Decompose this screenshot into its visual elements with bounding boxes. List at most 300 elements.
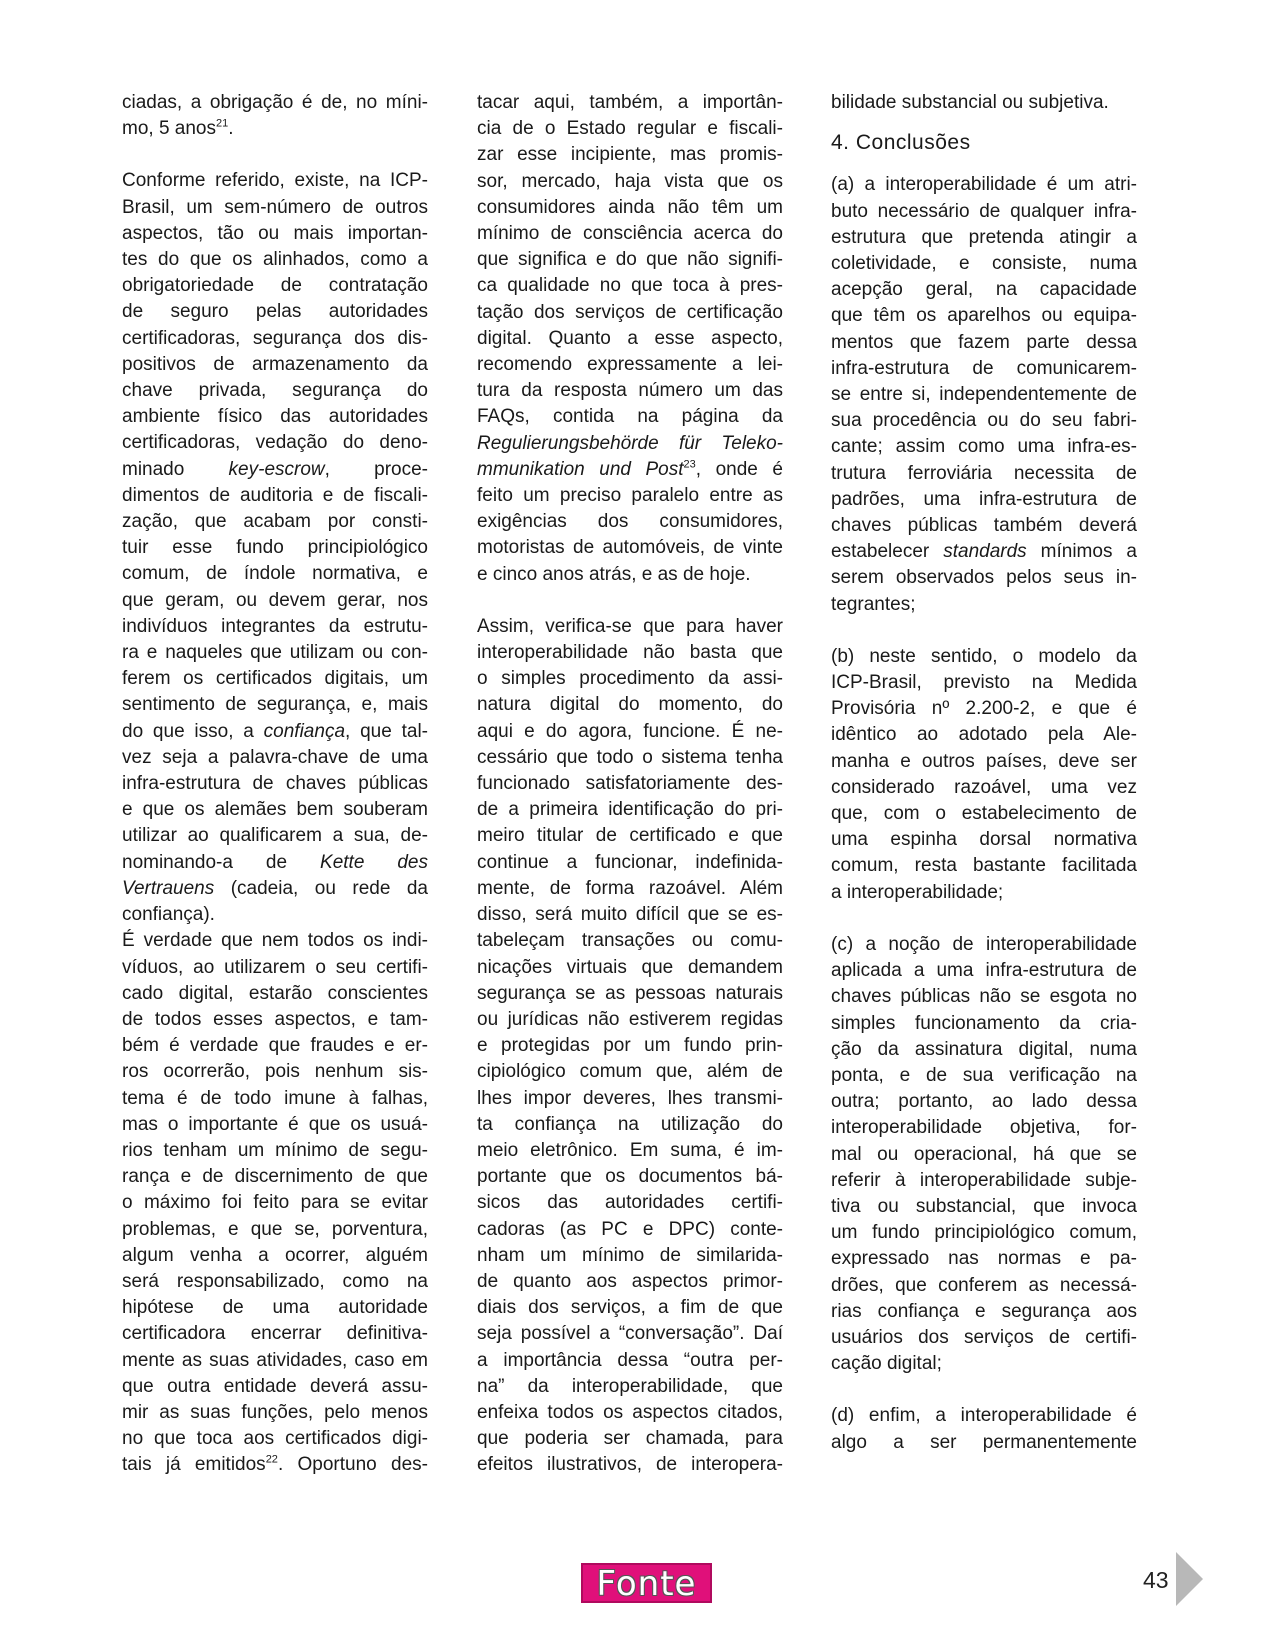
text-fragment: cessário que todo o sistema tenha: [477, 746, 783, 768]
text-fragment: sentimento de segurança, e, mais: [122, 694, 428, 716]
text-line: [831, 1089, 1137, 1115]
text-line: [122, 745, 428, 771]
text-line: [477, 1138, 783, 1164]
text-fragment: consumidores ainda não têm um: [477, 196, 783, 218]
text-line: [122, 1007, 428, 1033]
text-line: [122, 1348, 428, 1374]
text-fragment: (cadeia, ou rede da: [214, 877, 428, 899]
text-line: [477, 142, 783, 168]
text-fragment: FAQs, contida na página da: [477, 406, 783, 428]
paragraph: [831, 1403, 1137, 1455]
text-line: [831, 880, 1137, 906]
text-fragment: cia de o Estado regular e fiscali-: [477, 118, 783, 140]
text-fragment: obrigatoriedade de contratação: [122, 275, 428, 297]
text-line: [477, 1269, 783, 1295]
text-line: [122, 195, 428, 221]
text-line: [477, 719, 783, 745]
column-3: [831, 90, 1137, 1456]
page-number: 43: [1143, 1567, 1169, 1593]
text-line: [831, 1273, 1137, 1299]
text-fragment: continue a funcionar, indefinida-: [477, 851, 783, 873]
text-fragment: usuários dos serviços de certifi-: [831, 1326, 1137, 1348]
text-line: [122, 561, 428, 587]
text-fragment: disso, será muito difícil que se es-: [477, 904, 783, 926]
text-line: [122, 719, 428, 745]
text-line: [122, 457, 428, 483]
text-line: [831, 461, 1137, 487]
text-line: [122, 116, 428, 142]
text-line: [831, 1246, 1137, 1272]
text-fragment: .: [228, 118, 234, 140]
text-fragment: cipiológico comum que, além de: [477, 1061, 783, 1083]
text-fragment: cadoras (as PC e DPC) conte-: [477, 1218, 783, 1240]
text-line: [477, 981, 783, 1007]
text-line: [831, 644, 1137, 670]
text-line: [477, 247, 783, 273]
text-fragment: infra-estrutura de chaves públicas: [122, 773, 428, 795]
text-line: [831, 303, 1137, 329]
text-line: [831, 1037, 1137, 1063]
text-fragment: feito um preciso paralelo entre as: [477, 485, 783, 507]
text-fragment: portante que os documentos bá-: [477, 1166, 783, 1188]
text-fragment: mas o importante é que os usuá-: [122, 1113, 428, 1135]
text-fragment: Brasil, um sem-número de outros: [122, 196, 428, 218]
text-fragment: mente as suas atividades, caso em: [122, 1349, 428, 1371]
text-line: [477, 169, 783, 195]
paragraph: [122, 928, 428, 1478]
text-line: [122, 1321, 428, 1347]
text-fragment: zação, que acabam por consti-: [122, 511, 428, 533]
text-line: [477, 431, 783, 457]
text-line: [477, 562, 783, 588]
text-fragment: sor, mercado, haja vista que os: [477, 170, 783, 192]
text-fragment: certificadora encerrar definitiva-: [122, 1323, 428, 1345]
text-fragment: problemas, e que se, porventura,: [122, 1218, 428, 1240]
paragraph: [831, 644, 1137, 906]
text-fragment: aqui e do agora, funcione. É ne-: [477, 720, 783, 742]
text-line: [477, 1033, 783, 1059]
italic-text: standards: [943, 541, 1027, 563]
text-line: [477, 745, 783, 771]
paragraph: [122, 168, 428, 928]
text-line: [477, 1400, 783, 1426]
text-line: [831, 722, 1137, 748]
text-line: [477, 771, 783, 797]
column-1: [122, 90, 428, 1479]
text-fragment: minado: [122, 458, 229, 480]
text-line: [122, 640, 428, 666]
text-line: [831, 487, 1137, 513]
text-fragment: Conforme referido, existe, na ICP-: [122, 170, 428, 192]
text-fragment: diais dos serviços, a fim de que: [477, 1297, 783, 1319]
text-fragment: (c) a noção de interoperabilidade: [831, 933, 1137, 955]
text-fragment: digital. Quanto a esse aspecto,: [477, 327, 783, 349]
text-line: [122, 1243, 428, 1269]
text-line: [477, 221, 783, 247]
text-fragment: ros ocorrerão, pois nenhum sis-: [122, 1061, 428, 1083]
text-line: [477, 928, 783, 954]
text-fragment: que outra entidade deverá assu-: [122, 1375, 428, 1397]
text-fragment: (b) neste sentido, o modelo da: [831, 645, 1137, 667]
text-fragment: tema é de todo imune à falhas,: [122, 1087, 428, 1109]
text-fragment: expressado nas normas e pa-: [831, 1248, 1137, 1270]
text-fragment: tação dos serviços de certificação: [477, 301, 783, 323]
text-line: [122, 1400, 428, 1426]
text-line: [831, 382, 1137, 408]
text-line: [831, 853, 1137, 879]
text-line: [477, 640, 783, 666]
text-fragment: que têm os aparelhos ou equipa-: [831, 305, 1137, 327]
text-line: [831, 1142, 1137, 1168]
footnote-ref: 23: [683, 458, 696, 471]
text-line: [477, 1295, 783, 1321]
text-line: [831, 670, 1137, 696]
text-fragment: ambiente físico das autoridades: [122, 406, 428, 428]
text-fragment: na” da interoperabilidade, que: [477, 1375, 783, 1397]
text-fragment: de quanto aos aspectos primor-: [477, 1270, 783, 1292]
text-fragment: meio eletrônico. Em suma, é im-: [477, 1139, 783, 1161]
text-line: ciadas, a obrigação é de, no míni-: [122, 92, 428, 113]
text-fragment: lhes impor deveres, lhes transmi-: [477, 1087, 783, 1109]
text-line: [122, 404, 428, 430]
text-fragment: ção da assinatura digital, numa: [831, 1038, 1137, 1060]
text-line: [831, 749, 1137, 775]
text-fragment: que, com o estabelecimento de: [831, 803, 1137, 825]
text-line: [122, 850, 428, 876]
text-line: [831, 225, 1137, 251]
text-fragment: confiança).: [122, 904, 215, 926]
text-fragment: seja possível a “conversação”. Daí: [477, 1323, 783, 1345]
text-line: [477, 902, 783, 928]
text-line: [477, 1086, 783, 1112]
text-fragment: mentos que fazem parte dessa: [831, 331, 1137, 353]
text-line: [122, 1217, 428, 1243]
text-line: [477, 1348, 783, 1374]
text-line: [477, 1007, 783, 1033]
text-fragment: que poderia ser chamada, para: [477, 1428, 783, 1450]
text-fragment: um fundo principiológico comum,: [831, 1222, 1137, 1244]
italic-text: Kette des: [320, 851, 428, 873]
text-line: [122, 352, 428, 378]
text-line: [831, 1220, 1137, 1246]
text-fragment: tais já emitidos: [122, 1454, 266, 1476]
text-fragment: o máximo foi feito para se evitar: [122, 1192, 428, 1214]
text-line: [831, 1351, 1137, 1377]
text-line: [831, 330, 1137, 356]
text-fragment: coletividade, e consiste, numa: [831, 253, 1137, 275]
text-fragment: Provisória nº 2.200-2, e que é: [831, 698, 1137, 720]
text-line: [831, 539, 1137, 565]
text-line: [122, 1033, 428, 1059]
paragraph: [831, 932, 1137, 1377]
text-fragment: chaves públicas não se esgota no: [831, 986, 1137, 1008]
text-line: [831, 565, 1137, 591]
text-line: [122, 378, 428, 404]
text-line: [477, 326, 783, 352]
text-line: [122, 666, 428, 692]
text-line: [831, 1011, 1137, 1037]
text-fragment: ca qualidade no que toca à pres-: [477, 275, 783, 297]
text-line: [831, 1325, 1137, 1351]
text-fragment: mo, 5 anos: [122, 118, 216, 140]
text-fragment: nham um mínimo de similarida-: [477, 1244, 783, 1266]
text-line: [477, 90, 783, 116]
text-fragment: a interoperabilidade;: [831, 881, 1004, 903]
text-line: [122, 928, 428, 954]
text-fragment: meiro titular de certificado e que: [477, 825, 783, 847]
text-fragment: aplicada a uma infra-estrutura de: [831, 960, 1137, 982]
text-line: [477, 1112, 783, 1138]
text-fragment: cado digital, estarão conscientes: [122, 982, 428, 1004]
text-line: [122, 509, 428, 535]
text-line: [122, 614, 428, 640]
text-line: [831, 356, 1137, 382]
text-fragment: aspectos, tão ou mais importan-: [122, 222, 428, 244]
text-fragment: ou jurídicas não estiverem regidas: [477, 1008, 783, 1030]
text-fragment: ferem os certificados digitais, um: [122, 668, 428, 690]
text-fragment: chave privada, segurança do: [122, 380, 428, 402]
text-fragment: utilizar ao qualificarem a sua, de-: [122, 825, 428, 847]
text-line: [122, 1295, 428, 1321]
text-line: [477, 1059, 783, 1085]
text-line: [122, 273, 428, 299]
text-fragment: que significa e do que não signifi-: [477, 249, 783, 271]
italic-text: confiança: [263, 720, 346, 742]
text-line: [477, 1374, 783, 1400]
text-fragment: tabeleçam transações ou comu-: [477, 930, 783, 952]
text-fragment: dimentos de auditoria e de fiscali-: [122, 484, 428, 506]
text-line: [477, 1426, 783, 1452]
text-line: [831, 199, 1137, 225]
text-fragment: interoperabilidade objetiva, for-: [831, 1117, 1137, 1139]
text-fragment: mínimos a: [1026, 541, 1137, 563]
text-line: [122, 535, 428, 561]
text-line: [477, 483, 783, 509]
text-line: [122, 299, 428, 325]
text-fragment: no que toca aos certificados digi-: [122, 1428, 428, 1450]
text-line: [477, 352, 783, 378]
text-fragment: e que os alemães bem souberam: [122, 799, 428, 821]
fonte-logo: Fonte: [581, 1563, 712, 1603]
text-fragment: padrões, uma infra-estrutura de: [831, 488, 1137, 510]
text-fragment: infra-estrutura de comunicarem-: [831, 357, 1137, 379]
text-fragment: víduos, ao utilizarem o seu certifi-: [122, 956, 428, 978]
text-fragment: de a primeira identificação do pri-: [477, 799, 783, 821]
text-line: [122, 247, 428, 273]
text-line: [831, 984, 1137, 1010]
text-fragment: referir à interoperabilidade subje-: [831, 1169, 1137, 1191]
text-fragment: chaves públicas também deverá: [831, 515, 1137, 537]
text-line: [122, 1269, 428, 1295]
paragraph: [477, 90, 783, 588]
text-line: [831, 827, 1137, 853]
text-line: [831, 1430, 1137, 1456]
text-line: [831, 1115, 1137, 1141]
page-arrow-icon: [1176, 1552, 1203, 1606]
footnote-ref: 22: [265, 1454, 278, 1467]
text-line: [831, 172, 1137, 198]
text-fragment: cante; assim como uma infra-es-: [831, 436, 1137, 458]
text-fragment: vez seja a palavra-chave de uma: [122, 746, 428, 768]
text-fragment: . Oportuno des-: [277, 1454, 428, 1476]
text-fragment: buto necessário de qualquer infra-: [831, 200, 1137, 222]
text-line: [831, 408, 1137, 434]
text-line: [831, 1299, 1137, 1325]
text-line: [477, 876, 783, 902]
italic-text: Vertrauens: [122, 877, 215, 899]
text-fragment: do que isso, a: [122, 720, 264, 742]
text-fragment: se entre si, independentemente de: [831, 384, 1137, 406]
text-fragment: estabelecer: [831, 541, 944, 563]
text-line: [831, 775, 1137, 801]
text-line: [477, 300, 783, 326]
text-fragment: acepção geral, na capacidade: [831, 279, 1137, 301]
text-fragment: uma espinha dorsal normativa: [831, 829, 1137, 851]
italic-text: Regulierungsbehörde für Teleko-: [477, 432, 783, 454]
text-fragment: recomendo expressamente a lei-: [477, 354, 783, 376]
text-line: [122, 955, 428, 981]
text-line: [122, 797, 428, 823]
text-line: [477, 850, 783, 876]
text-fragment: tiva ou substancial, que invoca: [831, 1195, 1137, 1217]
text-fragment: segurança se as pessoas naturais: [477, 982, 783, 1004]
text-fragment: tes do que os alinhados, como a: [122, 249, 428, 271]
text-fragment: positivos de armazenamento da: [122, 353, 428, 375]
text-line: [477, 823, 783, 849]
text-fragment: comum, resta bastante facilitada: [831, 855, 1137, 877]
text-fragment: hipótese de uma autoridade: [122, 1297, 428, 1319]
text-fragment: estrutura que pretenda atingir a: [831, 226, 1137, 248]
text-fragment: mal ou operacional, há que se: [831, 1143, 1137, 1165]
text-line: [122, 1112, 428, 1138]
text-line: [477, 195, 783, 221]
text-line: [122, 902, 428, 928]
text-fragment: tuir esse fundo principiológico: [122, 537, 428, 559]
text-fragment: trutura ferroviária necessita de: [831, 462, 1137, 484]
text-fragment: enfeixa todos os aspectos citados,: [477, 1401, 783, 1423]
text-line: [831, 1403, 1137, 1429]
text-fragment: será responsabilizado, como na: [122, 1270, 428, 1292]
text-fragment: zar esse incipiente, mas promis-: [477, 144, 783, 166]
text-line: [831, 277, 1137, 303]
text-line: [122, 1086, 428, 1112]
text-fragment: e cinco anos atrás, e as de hoje.: [477, 563, 751, 585]
text-fragment: outra; portanto, ao lado dessa: [831, 1091, 1137, 1113]
text-line: [477, 1164, 783, 1190]
text-line: [831, 1168, 1137, 1194]
text-fragment: ICP-Brasil, previsto na Medida: [831, 672, 1137, 694]
text-line: [122, 1138, 428, 1164]
text-fragment: Assim, verifica-se que para haver: [477, 615, 783, 637]
text-line: [477, 509, 783, 535]
text-line: [477, 404, 783, 430]
text-line: [831, 932, 1137, 958]
text-fragment: funcionado satisfatoriamente des-: [477, 773, 783, 795]
text-fragment: ponta, e de sua verificação na: [831, 1064, 1137, 1086]
text-fragment: mente, de forma razoável. Além: [477, 877, 783, 899]
text-line: [122, 326, 428, 352]
text-line: [477, 1321, 783, 1347]
text-line: [122, 1190, 428, 1216]
text-fragment: rios tenham um mínimo de segu-: [122, 1139, 428, 1161]
paragraph: [477, 614, 783, 1479]
italic-text: key-escrow: [228, 458, 325, 480]
text-line: [122, 1374, 428, 1400]
text-line: [831, 1194, 1137, 1220]
text-fragment: exigências dos consumidores,: [477, 511, 783, 533]
text-line: [831, 513, 1137, 539]
text-line: [477, 1190, 783, 1216]
text-fragment: idêntico ao adotado pela Ale-: [831, 724, 1137, 746]
text-fragment: bém é verdade que fraudes e er-: [122, 1035, 428, 1057]
text-line: [122, 823, 428, 849]
text-line: [477, 797, 783, 823]
text-fragment: (a) a interoperabilidade é um atri-: [831, 174, 1137, 196]
text-fragment: de seguro pelas autoridades: [122, 301, 428, 323]
text-line: [122, 483, 428, 509]
text-line: [122, 430, 428, 456]
paragraph: [831, 172, 1137, 617]
text-line: [831, 696, 1137, 722]
text-fragment: ra e naqueles que utilizam ou con-: [122, 642, 428, 664]
text-fragment: e protegidas por um fundo prin-: [477, 1035, 783, 1057]
text-fragment: É verdade que nem todos os indi-: [122, 930, 428, 952]
text-fragment: algo a ser permanentemente: [831, 1431, 1137, 1453]
text-fragment: sicos das autoridades certifi-: [477, 1192, 783, 1214]
text-fragment: mir as suas funções, pelo menos: [122, 1401, 428, 1423]
text-line: [831, 801, 1137, 827]
text-line: [477, 378, 783, 404]
text-line: [477, 1243, 783, 1269]
italic-text: mmunikation und Post: [477, 458, 684, 480]
text-fragment: certificadoras, segurança dos dis-: [122, 327, 428, 349]
text-line: [477, 1217, 783, 1243]
text-line: [477, 666, 783, 692]
text-fragment: serem observados pelos seus in-: [831, 567, 1137, 589]
text-fragment: (d) enfim, a interoperabilidade é: [831, 1405, 1137, 1427]
text-fragment: que geram, ou devem gerar, nos: [122, 589, 428, 611]
text-fragment: , que tal-: [345, 720, 428, 742]
text-fragment: sua procedência ou do seu fabri-: [831, 410, 1137, 432]
text-line: [122, 1059, 428, 1085]
text-fragment: simples funcionamento da cria-: [831, 1012, 1137, 1034]
text-fragment: de todos esses aspectos, e tam-: [122, 1008, 428, 1030]
text-fragment: efeitos ilustrativos, de interopera-: [477, 1454, 783, 1476]
text-line: [831, 1063, 1137, 1089]
text-fragment: comum, de índole normativa, e: [122, 563, 428, 585]
text-fragment: manha e outros países, deve ser: [831, 750, 1137, 772]
text-fragment: a importância dessa “outra per-: [477, 1349, 783, 1371]
text-line: [831, 251, 1137, 277]
text-fragment: cação digital;: [831, 1353, 942, 1375]
column-2: [477, 90, 783, 1479]
section-heading: 4. Conclusões: [831, 131, 971, 155]
text-fragment: motoristas de automóveis, de vinte: [477, 537, 783, 559]
text-line: [122, 876, 428, 902]
text-line: [831, 958, 1137, 984]
text-line: [477, 116, 783, 142]
text-line: [477, 457, 783, 483]
text-line: [122, 588, 428, 614]
text-line: [831, 592, 1137, 618]
text-line: bilidade substancial ou subjetiva.: [831, 92, 1109, 113]
text-fragment: considerado razoável, uma vez: [831, 776, 1137, 798]
text-line: [477, 273, 783, 299]
text-line: [477, 535, 783, 561]
text-fragment: o simples procedimento da assi-: [477, 668, 783, 690]
text-fragment: tegrantes;: [831, 593, 916, 615]
text-fragment: tura da resposta número um das: [477, 380, 783, 402]
